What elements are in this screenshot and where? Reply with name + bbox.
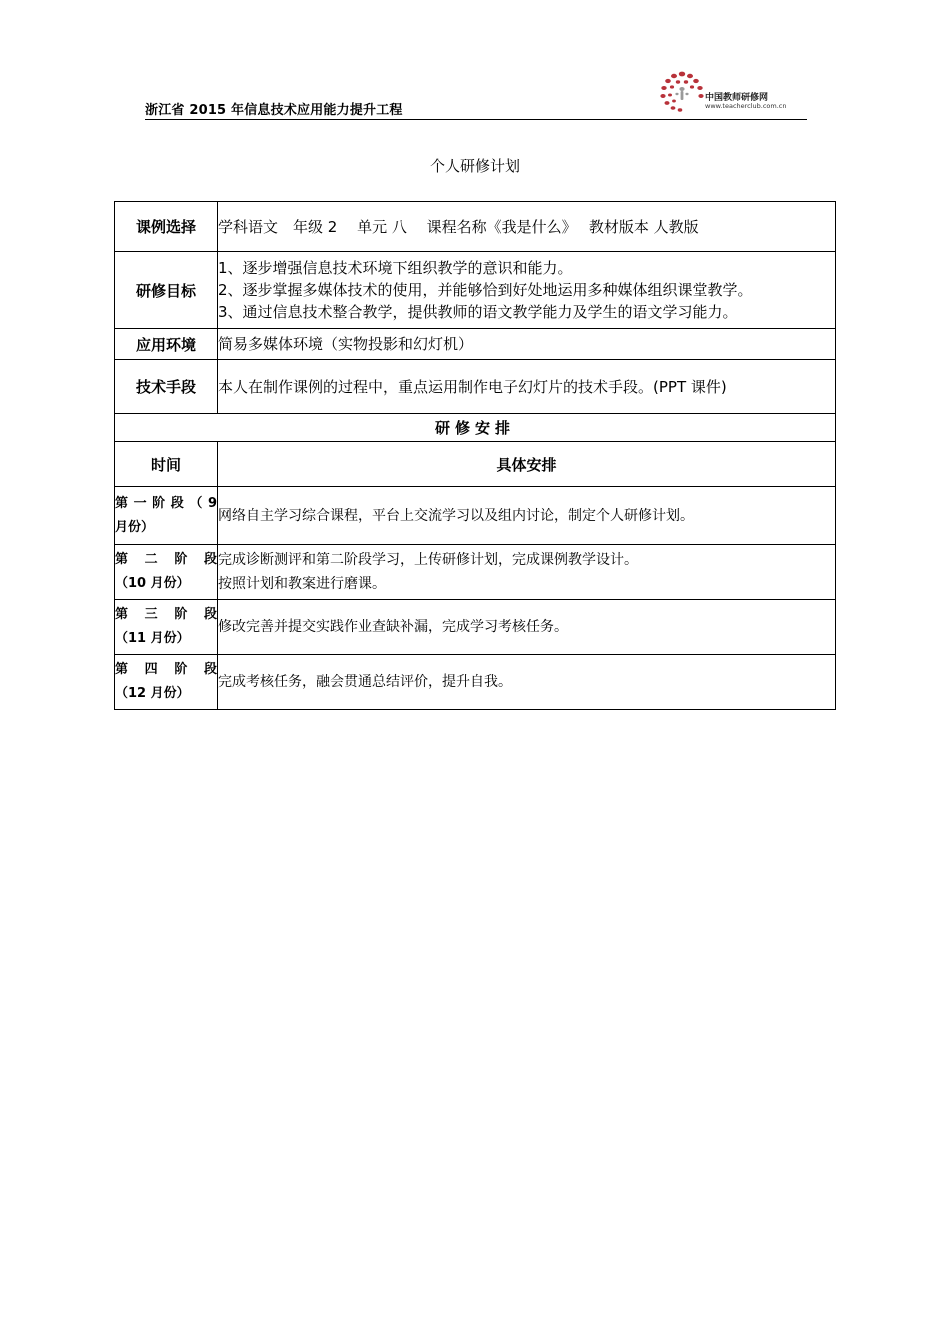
goal-item: 2、逐步掌握多媒体技术的使用，并能够恰到好处地运用多种媒体组织课堂教学。 xyxy=(218,281,753,299)
stage-name-line: （10 月份） xyxy=(115,576,190,591)
stage-name-line: （12 月份） xyxy=(115,686,190,701)
environment-label: 应用环境 xyxy=(115,329,218,360)
stage-name-line: 第 二 阶 段 xyxy=(115,552,217,567)
technique-row xyxy=(115,360,836,414)
stage-detail-line: 完成诊断测评和第二阶段学习，上传研修计划，完成课例教学设计。 xyxy=(218,552,638,568)
environment-value-text: 简易多媒体环境（实物投影和幻灯机） xyxy=(218,335,474,353)
stage-detail xyxy=(218,655,836,710)
flower-logo-icon xyxy=(658,68,706,114)
stage-detail-line: 修改完善并提交实践作业查缺补漏，完成学习考核任务。 xyxy=(218,619,568,635)
stage-name xyxy=(115,655,218,710)
stage-name-line: 第一阶段（9 xyxy=(115,495,217,511)
stage-detail-line: 按照计划和教案进行磨课。 xyxy=(218,576,386,592)
environment-row xyxy=(115,329,836,360)
logo-url: www.teacherclub.com.cn xyxy=(705,102,787,110)
stage-name-line: 月份） xyxy=(115,519,155,535)
course-value-text: 学科语文 年级 2 单元 八 课程名称《我是什么》 教材版本 人教版 xyxy=(218,217,699,236)
teacherclub-logo xyxy=(658,68,808,114)
technique-value xyxy=(218,360,836,414)
stage-detail-line: 网络自主学习综合课程，平台上交流学习以及组内讨论，制定个人研修计划。 xyxy=(218,507,694,524)
header-title: 浙江省 2015 年信息技术应用能力提升工程 xyxy=(145,103,403,118)
stage-detail xyxy=(218,545,836,600)
stage-name xyxy=(115,600,218,655)
schedule-header-row xyxy=(115,442,836,487)
study-plan-table xyxy=(114,201,836,710)
goals-value xyxy=(218,252,836,329)
stage-name xyxy=(115,487,218,545)
course-row xyxy=(115,202,836,252)
time-column-header: 时间 xyxy=(115,442,218,487)
document-title: 个人研修计划 xyxy=(429,157,520,175)
technique-value-text: 本人在制作课例的过程中，重点运用制作电子幻灯片的技术手段。(PPT 课件) xyxy=(218,377,727,396)
logo-name: 中国教师研修网 xyxy=(705,93,769,103)
technique-label: 技术手段 xyxy=(115,360,218,414)
course-label: 课例选择 xyxy=(115,202,218,252)
goals-row xyxy=(115,252,836,329)
stage-name-line: 第 三 阶 段 xyxy=(115,607,217,622)
stage-row xyxy=(115,655,836,710)
stage-name-line: 第 四 阶 段 xyxy=(115,662,217,677)
stage-row xyxy=(115,545,836,600)
detail-column-header: 具体安排 xyxy=(218,442,836,487)
stage-name-line: （11 月份） xyxy=(115,631,190,646)
schedule-section-row xyxy=(115,414,836,442)
environment-value xyxy=(218,329,836,360)
stage-detail xyxy=(218,600,836,655)
schedule-section-title: 研修安排 xyxy=(115,414,836,442)
stage-name xyxy=(115,545,218,600)
course-value xyxy=(218,202,836,252)
stage-row xyxy=(115,600,836,655)
stage-row xyxy=(115,487,836,545)
goal-item: 1、逐步增强信息技术环境下组织教学的意识和能力。 xyxy=(218,259,573,277)
goals-label: 研修目标 xyxy=(115,252,218,329)
header-divider xyxy=(145,119,807,120)
stage-detail-line: 完成考核任务，融会贯通总结评价，提升自我。 xyxy=(218,674,512,690)
goal-item: 3、通过信息技术整合教学，提供教师的语文教学能力及学生的语文学习能力。 xyxy=(218,303,738,321)
stage-detail xyxy=(218,487,836,545)
